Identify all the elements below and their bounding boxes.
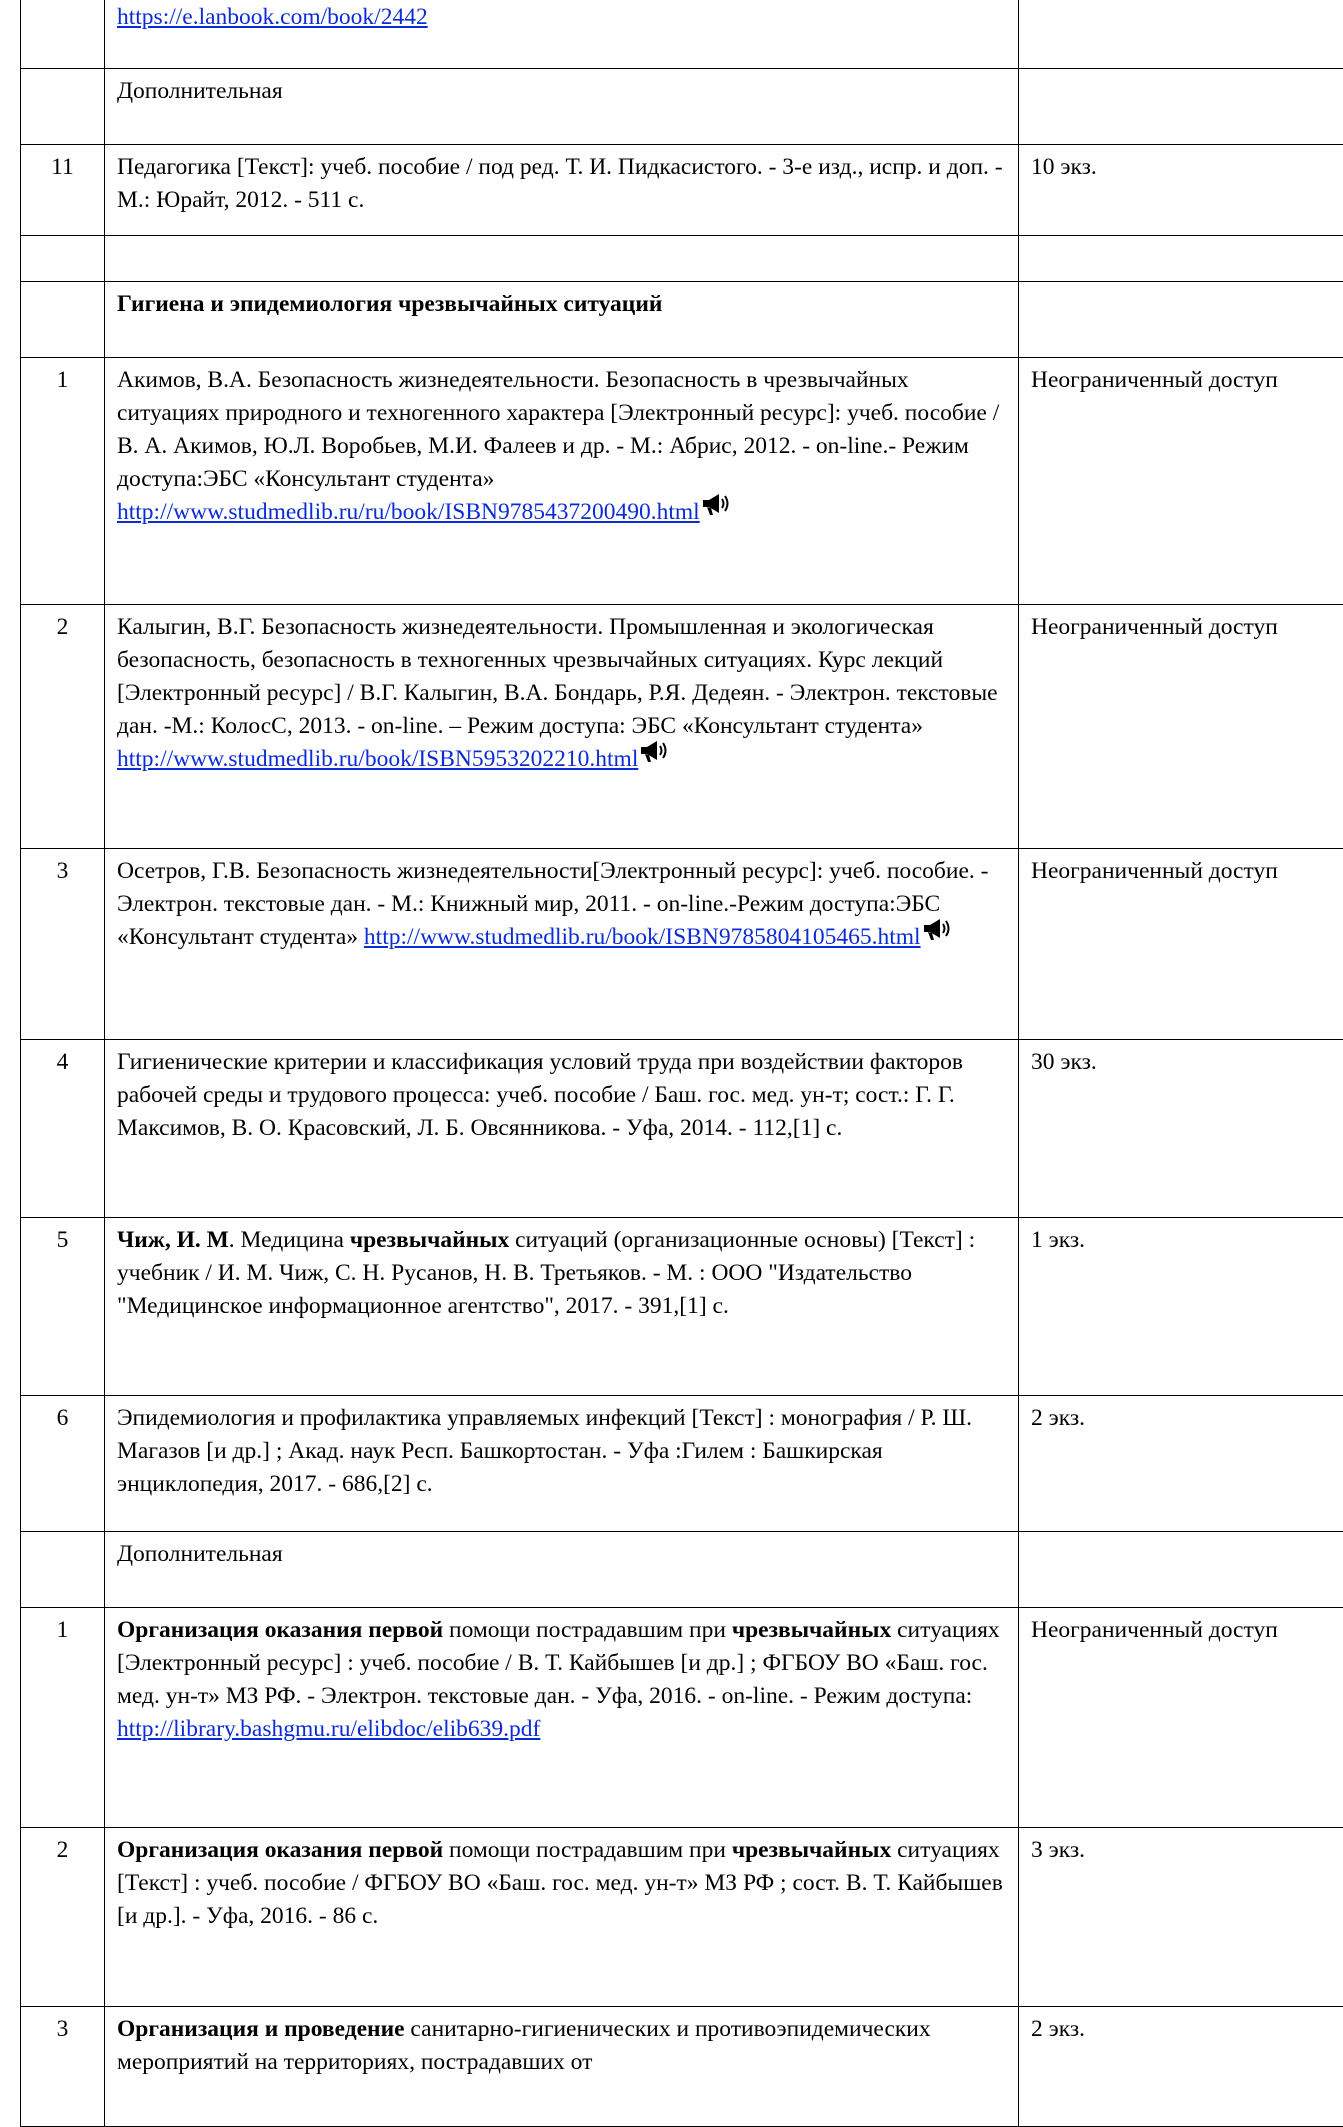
row-reference: [105, 605, 1019, 849]
table-row: [21, 69, 1343, 145]
row-availability: [1019, 0, 1343, 69]
row-number: [21, 236, 105, 282]
row-reference: [105, 1396, 1019, 1532]
reference-bold-text: Организация оказания первой: [117, 1617, 443, 1643]
table-row: [21, 1040, 1343, 1218]
reference-text: ситуациях [Текст] : учеб. пособие / ФГБОУ ВО «Баш. гос. мед. ун-т» МЗ РФ ; сост. В. Т. Кайбышев [и др.]. - Уфа, 2016. - 86 с.: [117, 1837, 1003, 1929]
reference-text: санитарно-гигиенических и противоэпидемических мероприятий на территориях, пострадавших от: [117, 2016, 931, 2075]
row-availability: Неограниченный доступ: [1019, 358, 1343, 605]
row-reference: [105, 1532, 1019, 1608]
row-availability: [1019, 69, 1343, 145]
reference-bold-text: чрезвычайных: [350, 1227, 509, 1253]
row-number: 5: [21, 1218, 105, 1396]
table-row: [21, 1396, 1343, 1532]
row-availability: Неограниченный доступ: [1019, 849, 1343, 1040]
reference-bold-text: Чиж, И. М: [117, 1227, 229, 1253]
row-availability: Неограниченный доступ: [1019, 1608, 1343, 1828]
row-number: 3: [21, 2007, 105, 2127]
row-number: 1: [21, 358, 105, 605]
row-availability: 3 экз.: [1019, 1828, 1343, 2007]
megaphone-icon[interactable]: [923, 917, 953, 943]
reference-link[interactable]: http://library.bashgmu.ru/elibdoc/elib639.pdf: [117, 1716, 540, 1742]
table-row: [21, 1608, 1343, 1828]
row-availability: Неограниченный доступ: [1019, 605, 1343, 849]
row-number: 2: [21, 605, 105, 849]
reference-text: ситуациях [Электронный ресурс] : учеб. пособие / В. Т. Кайбышев [и др.] ; ФГБОУ ВО «Баш. гос. мед. ун-т» МЗ РФ. - Электрон. текстовые дан. - Уфа, 2016. - on-line. - Режим доступа:: [117, 1617, 1000, 1709]
row-number: [21, 1532, 105, 1608]
reference-text: Калыгин, В.Г. Безопасность жизнедеятельности. Промышленная и экологическая безопасность, безопасность в техногенных чрезвычайных ситуациях. Курс лекций [Электронный ресурс] / В.Г. Калыгин, В.А. Бондарь, Р.Я. Дедеян. - Электрон. текстовые дан. -М.: КолосС, 2013. - on-line. – Режим доступа: ЭБС «Консультант студента»: [117, 614, 998, 739]
row-number: 3: [21, 849, 105, 1040]
reference-text: ситуаций (организационные основы) [Текст] : учебник / И. М. Чиж, С. Н. Русанов, Н. В. Третьяков. - М. : ООО "Издательство "Медицинское информационное агентство", 2017. - 391,[1] с.: [117, 1227, 975, 1319]
reference-text: помощи пострадавшим при: [443, 1617, 732, 1643]
bibliography-table-body: [21, 0, 1343, 2127]
reference-link[interactable]: http://www.studmedlib.ru/ru/book/ISBN9785437200490.html: [117, 499, 700, 525]
row-availability: [1019, 1532, 1343, 1608]
table-row: [21, 1532, 1343, 1608]
table-row: [21, 1828, 1343, 2007]
reference-bold-text: чрезвычайных: [732, 1837, 891, 1863]
reference-link[interactable]: http://www.studmedlib.ru/book/ISBN5953202210.html: [117, 746, 638, 772]
table-row: [21, 282, 1343, 358]
row-number: 4: [21, 1040, 105, 1218]
reference-bold-text: Гигиена и эпидемиология чрезвычайных ситуаций: [117, 291, 662, 317]
reference-text: Педагогика [Текст]: учеб. пособие / под ред. Т. И. Пидкасистого. - 3-е изд., испр. и доп. - М.: Юрайт, 2012. - 511 с.: [117, 154, 1003, 213]
table-row: [21, 145, 1343, 236]
row-reference: [105, 358, 1019, 605]
row-reference: [105, 145, 1019, 236]
bibliography-table: [20, 0, 1343, 2127]
row-availability: [1019, 282, 1343, 358]
megaphone-icon[interactable]: [640, 739, 670, 765]
table-row: [21, 605, 1343, 849]
table-row: [21, 2007, 1343, 2127]
row-number: 2: [21, 1828, 105, 2007]
row-availability: [1019, 236, 1343, 282]
reference-link[interactable]: https://e.lanbook.com/book/2442: [117, 4, 428, 30]
row-number: 11: [21, 145, 105, 236]
reference-text: Гигиенические критерии и классификация условий труда при воздействии факторов рабочей среды и трудового процесса: учеб. пособие / Баш. гос. мед. ун-т; сост.: Г. Г. Максимов, В. О. Красовский, Л. Б. Овсянникова. - Уфа, 2014. - 112,[1] с.: [117, 1049, 963, 1141]
row-number: 6: [21, 1396, 105, 1532]
row-reference: [105, 1608, 1019, 1828]
row-reference: [105, 0, 1019, 69]
row-availability: 2 экз.: [1019, 2007, 1343, 2127]
table-row: [21, 236, 1343, 282]
megaphone-icon[interactable]: [702, 492, 732, 518]
reference-link[interactable]: http://www.studmedlib.ru/book/ISBN9785804105465.html: [364, 924, 921, 950]
row-availability: 2 экз.: [1019, 1396, 1343, 1532]
row-reference: [105, 69, 1019, 145]
reference-text: Дополнительная: [117, 1541, 283, 1567]
reference-text: помощи пострадавшим при: [443, 1837, 732, 1863]
reference-bold-text: Организация оказания первой: [117, 1837, 443, 1863]
row-number: [21, 69, 105, 145]
row-availability: 30 экз.: [1019, 1040, 1343, 1218]
table-row: [21, 1218, 1343, 1396]
row-reference: [105, 849, 1019, 1040]
table-row: [21, 358, 1343, 605]
row-number: 1: [21, 1608, 105, 1828]
reference-text: Акимов, В.А. Безопасность жизнедеятельности. Безопасность в чрезвычайных ситуациях природного и техногенного характера [Электронный ресурс]: учеб. пособие / В. А. Акимов, Ю.Л. Воробьев, М.И. Фалеев и др. - М.: Абрис, 2012. - on-line.- Режим доступа:ЭБС «Консультант студента»: [117, 367, 999, 492]
row-reference: [105, 1218, 1019, 1396]
row-reference: [105, 2007, 1019, 2127]
row-reference: [105, 282, 1019, 358]
reference-text: Дополнительная: [117, 78, 283, 104]
reference-text: Эпидемиология и профилактика управляемых инфекций [Текст] : монография / Р. Ш. Магазов [и др.] ; Акад. наук Респ. Башкортостан. - Уфа :Гилем : Башкирская энциклопедия, 2017. - 686,[2] с.: [117, 1405, 972, 1497]
table-row: [21, 0, 1343, 69]
row-availability: 1 экз.: [1019, 1218, 1343, 1396]
row-number: [21, 282, 105, 358]
reference-bold-text: чрезвычайных: [732, 1617, 891, 1643]
row-number: [21, 0, 105, 69]
row-reference: [105, 236, 1019, 282]
reference-text: . Медицина: [229, 1227, 350, 1253]
row-reference: [105, 1040, 1019, 1218]
reference-text: Осетров, Г.В. Безопасность жизнедеятельности[Электронный ресурс]: учеб. пособие. - Электрон. текстовые дан. - М.: Книжный мир, 2011. - on-line.-Режим доступа:ЭБС «Консультант студента»: [117, 858, 988, 950]
table-row: [21, 849, 1343, 1040]
row-reference: [105, 1828, 1019, 2007]
reference-bold-text: Организация и проведение: [117, 2016, 405, 2042]
row-availability: 10 экз.: [1019, 145, 1343, 236]
